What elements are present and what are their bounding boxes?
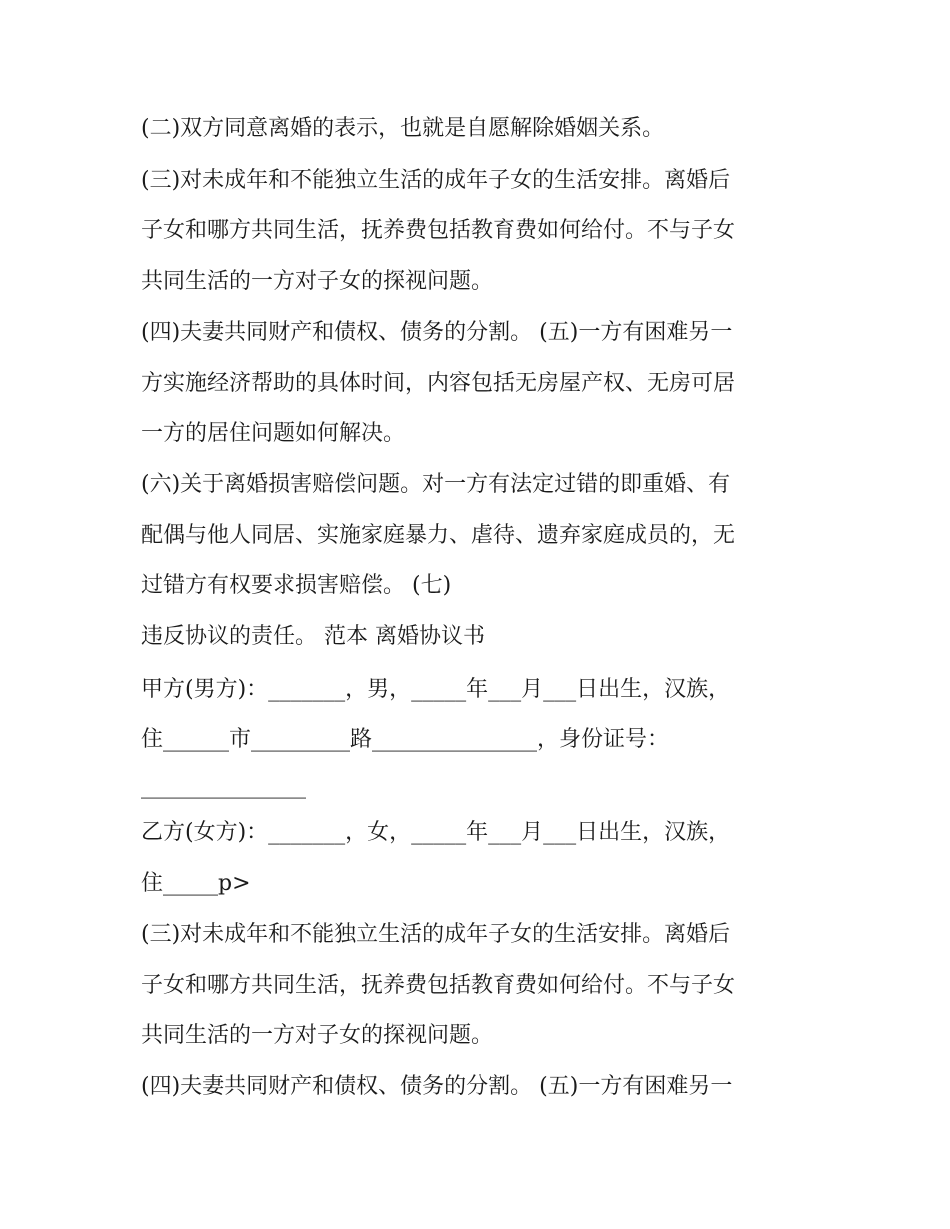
text-line: 甲方(男方)：_______，男，_____年___月___日出生，汉族， bbox=[141, 677, 731, 702]
text-line: 共同生活的一方对子女的探视问题。 bbox=[141, 1023, 494, 1048]
text-line: 子女和哪方共同生活，抚养费包括教育费如何给付。不与子女 bbox=[141, 973, 736, 998]
text-line: 共同生活的一方对子女的探视问题。 bbox=[141, 269, 494, 294]
text-line: (二)双方同意离婚的表示，也就是自愿解除婚姻关系。 bbox=[141, 116, 665, 141]
text-line: (三)对未成年和不能独立生活的成年子女的生活安排。离婚后 bbox=[141, 168, 731, 193]
text-line: 方实施经济帮助的具体时间，内容包括无房屋产权、无房可居 bbox=[141, 371, 736, 396]
text-line: (四)夫妻共同财产和债权、债务的分割。 (五)一方有困难另一 bbox=[141, 1074, 733, 1099]
text-line: _______________ bbox=[141, 774, 306, 799]
text-line: (三)对未成年和不能独立生活的成年子女的生活安排。离婚后 bbox=[141, 922, 731, 947]
text-line: 配偶与他人同居、实施家庭暴力、虐待、遗弃家庭成员的，无 bbox=[141, 523, 736, 548]
text-line: (六)关于离婚损害赔偿问题。对一方有法定过错的即重婚、有 bbox=[141, 472, 731, 497]
text-line: 住_____p> bbox=[141, 871, 251, 896]
text-line: 一方的居住问题如何解决。 bbox=[141, 421, 406, 446]
text-line: 子女和哪方共同生活，抚养费包括教育费如何给付。不与子女 bbox=[141, 218, 736, 243]
text-line: 违反协议的责任。 范本 离婚协议书 bbox=[141, 624, 485, 649]
text-line: (四)夫妻共同财产和债权、债务的分割。 (五)一方有困难另一 bbox=[141, 320, 733, 345]
text-line: 住______市_________路_______________，身份证号： bbox=[141, 727, 670, 752]
text-line: 过错方有权要求损害赔偿。 (七) bbox=[141, 573, 452, 598]
text-line: 乙方(女方)：_______，女，_____年___月___日出生，汉族， bbox=[141, 820, 731, 845]
